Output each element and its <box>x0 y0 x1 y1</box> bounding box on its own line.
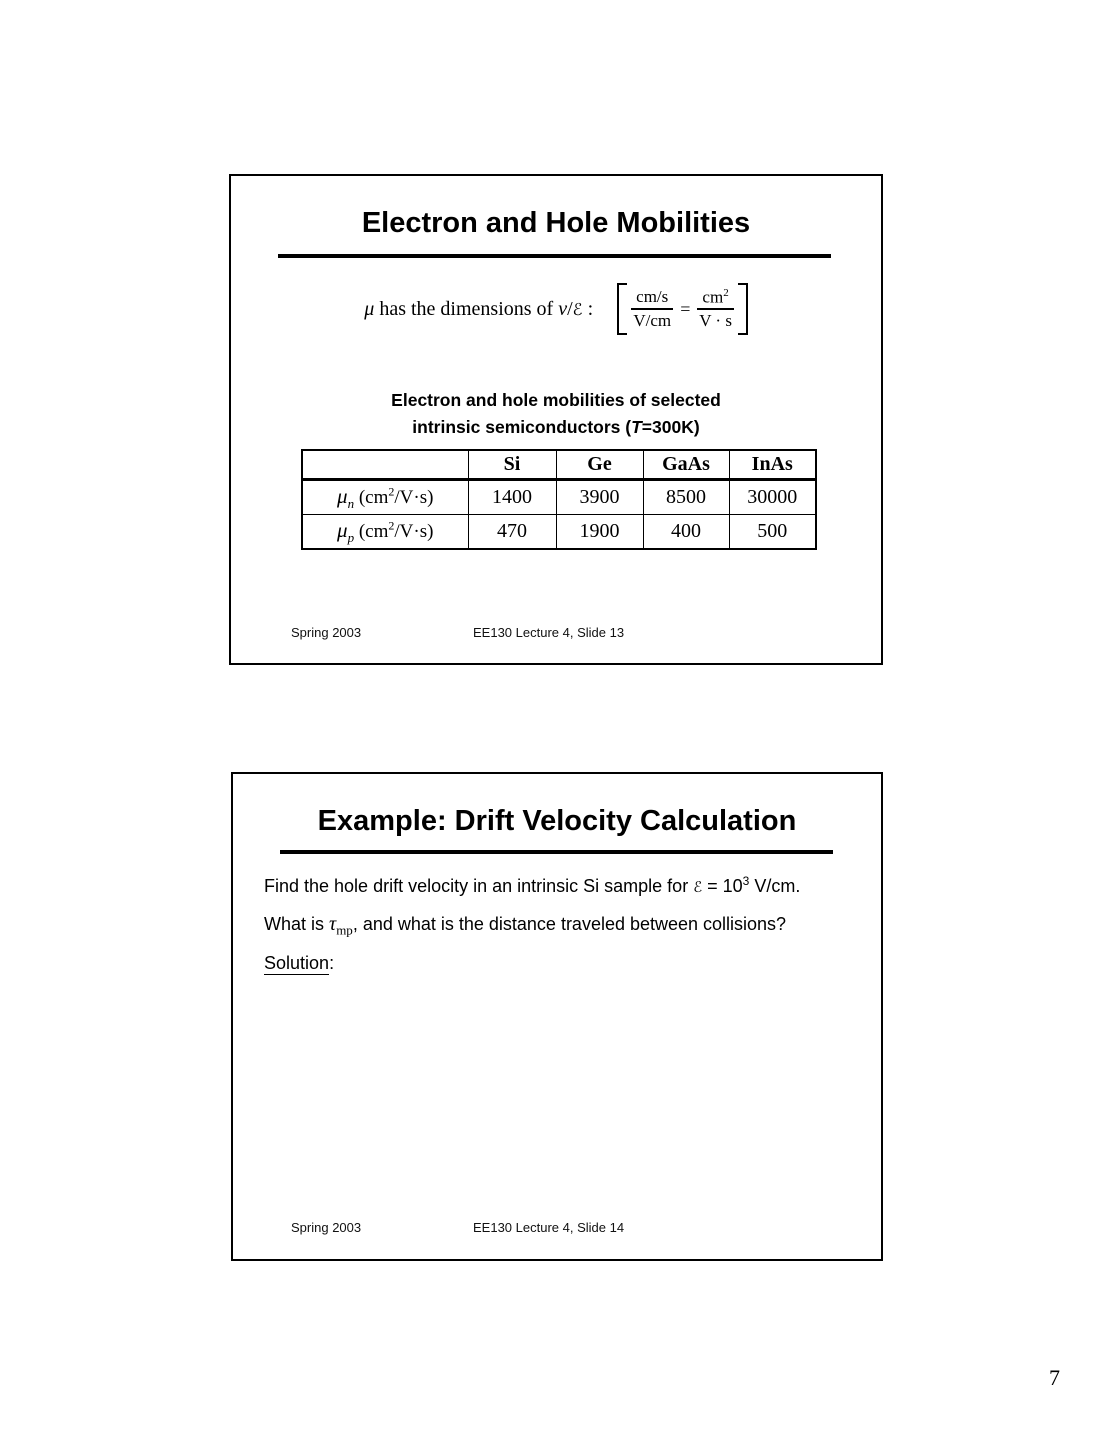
footer-semester: Spring 2003 <box>291 625 362 640</box>
table-cell: 8500 <box>643 480 729 515</box>
bracket-contents <box>627 283 738 335</box>
slide-14 <box>231 772 883 1261</box>
table-cell: 400 <box>643 515 729 550</box>
mu-symbol: μ <box>337 517 348 542</box>
electric-field-symbol: ℰ <box>693 879 703 896</box>
footer-lecture-info: EE130 Lecture 4, Slide 13 <box>473 625 625 640</box>
solution-label: Solution <box>264 953 330 973</box>
problem-statement-line-1 <box>264 874 800 897</box>
table-cell: 500 <box>729 515 816 550</box>
formula-text <box>364 298 593 321</box>
caption-line-1: Electron and hole mobilities of selected <box>391 390 721 410</box>
fraction-denominator: V/cm <box>633 311 672 330</box>
slide-title: Electron and Hole Mobilities <box>361 207 751 239</box>
problem-statement-line-2 <box>264 913 786 939</box>
body-text: , and what is the distance traveled between collisions? <box>352 914 787 934</box>
formula-phrase: has the dimensions of <box>374 297 559 320</box>
tau-symbol: τ <box>329 913 337 935</box>
velocity-symbol: v <box>558 297 568 320</box>
exponent-2: 2 <box>388 484 395 499</box>
electric-field-symbol: ℰ <box>572 299 583 319</box>
unit-text: (cm <box>354 486 389 508</box>
caption-text: =300K) <box>641 417 700 437</box>
mobility-dimensions-formula <box>231 278 881 340</box>
page-number: 7 <box>1049 1365 1060 1390</box>
table-cell: 1900 <box>556 515 643 550</box>
table-row-hole-mobility <box>302 515 816 550</box>
subscript-n: n <box>347 495 355 511</box>
caption-line-2 <box>231 414 881 441</box>
header-empty-cell <box>302 450 468 480</box>
row-label <box>302 515 468 550</box>
table-cell: 30000 <box>729 480 816 515</box>
table-cell: 1400 <box>468 480 556 515</box>
right-bracket <box>738 283 748 335</box>
title-underline <box>280 850 833 854</box>
exponent-2: 2 <box>723 287 729 300</box>
footer-lecture-info: EE130 Lecture 4, Slide 14 <box>473 1220 625 1235</box>
solution-line <box>264 953 334 974</box>
subscript-mp: mp <box>336 922 353 938</box>
row-label <box>302 480 468 515</box>
units-bracket-expression <box>617 283 748 335</box>
table-cell: 470 <box>468 515 556 550</box>
fraction-cm2-over-vs <box>697 287 733 331</box>
header-ge: Ge <box>556 450 643 480</box>
body-text: What is <box>264 914 330 934</box>
unit-text: (cm <box>354 520 389 542</box>
slash: / <box>567 297 573 320</box>
mu-symbol: μ <box>337 483 348 508</box>
fraction-numerator: cm/s <box>631 287 673 310</box>
table-caption <box>231 387 881 441</box>
header-si: Si <box>468 450 556 480</box>
body-text: V/cm. <box>749 876 801 896</box>
table-header-row <box>302 450 816 480</box>
fraction-denominator: V · s <box>699 311 732 331</box>
footer-semester: Spring 2003 <box>291 1220 362 1235</box>
title-underline <box>278 254 831 258</box>
header-gaas: GaAs <box>643 450 729 480</box>
fraction-numerator <box>697 287 733 310</box>
exponent-2: 2 <box>388 518 395 533</box>
mu-symbol: μ <box>364 297 375 320</box>
subscript-p: p <box>347 529 355 545</box>
colon: : <box>582 297 594 320</box>
unit-text: /V·s) <box>394 520 434 542</box>
temperature-symbol: T <box>631 417 642 437</box>
header-inas: InAs <box>729 450 816 480</box>
left-bracket <box>617 283 627 335</box>
equals-sign: = <box>680 298 691 319</box>
colon: : <box>329 953 335 973</box>
mobility-table <box>301 449 817 550</box>
fraction-cms-over-vcm <box>631 287 673 330</box>
body-text: = 10 <box>702 876 743 896</box>
body-text: Find the hole drift velocity in an intrinsic Si sample for <box>264 876 694 896</box>
table-row-electron-mobility <box>302 480 816 515</box>
unit-text: /V·s) <box>394 486 434 508</box>
unit-cm: cm <box>702 287 724 307</box>
slide-13 <box>229 174 883 665</box>
caption-text: intrinsic semiconductors ( <box>412 417 632 437</box>
table-cell: 3900 <box>556 480 643 515</box>
slide-title: Example: Drift Velocity Calculation <box>317 805 797 837</box>
exponent-3: 3 <box>742 874 750 888</box>
